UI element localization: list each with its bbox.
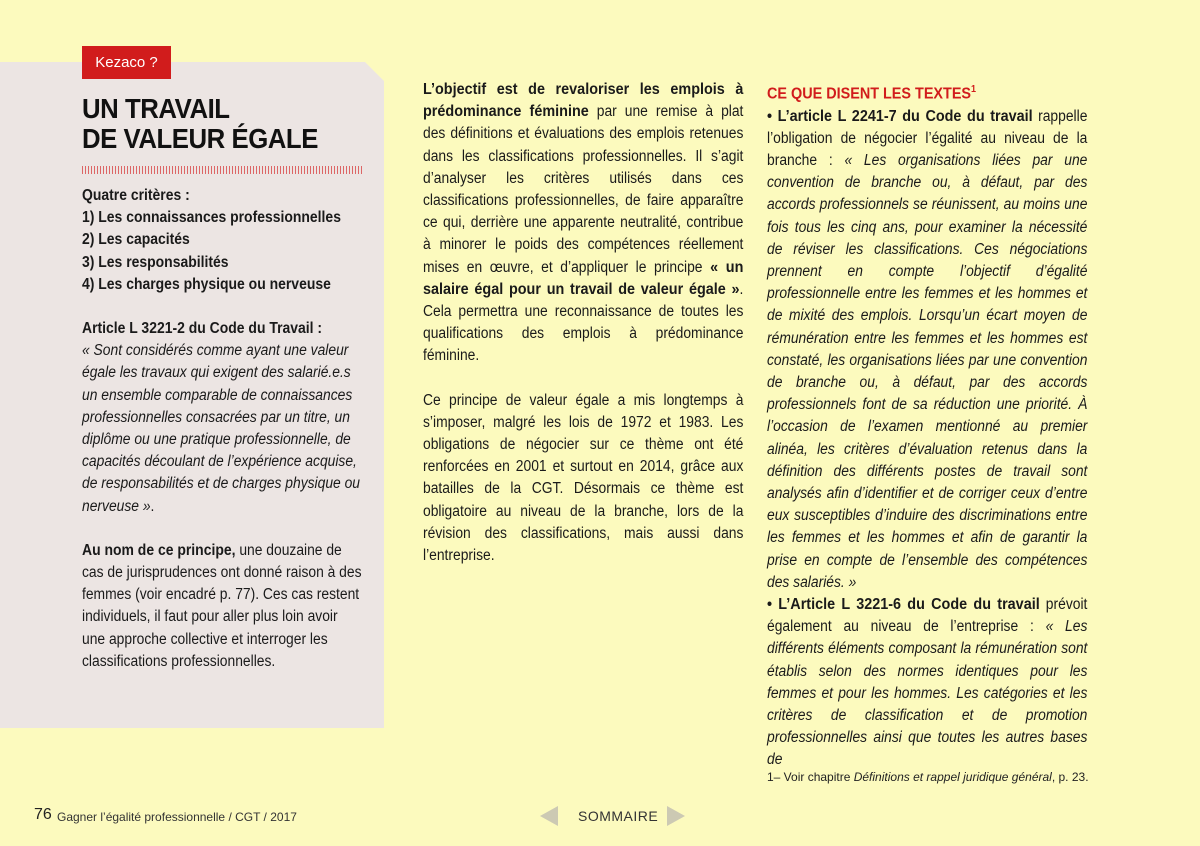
article-l2241-7: • L’article L 2241-7 du Code du travail rappelle l’obligation de négocier l’égalité au niveau de la branche : « Les organisations liées par une convention de branche ou, à défaut, par des accords professionnels se réunissent, au moins une fois tous les cinq ans, pour examiner la nécessité de réviser les classifications. Ces négociations prennent en compte l’objectif d’égalité professionnelle entre les femmes et les hommes et de mixité des emplois. Lorsqu’un écart moyen de rémunération entre les femmes et les hommes est constaté, les organisations liées par une convention de branche ou, à défaut, par des accords professionnels font de sa réduction une priorité. À l’occasion de l’examen mentionné au premier alinéa, les critères d’évaluation retenus dans la définition des différents postes de travail sont analysés afin d’identifier et de corriger ceux d’entre eux susceptibles d’induire des discriminations entre les femmes et les hommes et afin de garantir la prise en compte de l’ensemble des compétences des salariés. »: [767, 107, 1088, 591]
article-l3221-6: • L’Article L 3221-6 du Code du travail prévoit également au niveau de l’entreprise : « Les différents éléments composant la rémunération sont établis selon des normes identiques pour les femmes et pour les hommes. Les catégories et les critères de classification et de promotion professionnelles ainsi que toutes les autres bases de: [767, 596, 1088, 769]
publication-title: Gagner l’égalité professionnelle / CGT / 2017: [57, 810, 297, 824]
objective-paragraph: L’objectif est de revaloriser les emplois à prédominance féminine par une remise à plat des définitions et évaluations des emplois retenues dans les classifications professionnelles. Il s’agit d’analyser les critères utilisés dans ces classifications professionnelles, de faire apparaître ce qui, derrière une apparente neutralité, contribue à minorer le poids des compétences réellement mises en œuvre, et d’appliquer le principe « un salaire égal pour un travail de valeur égale ». Cela permettra une reconnaissance de toutes les qualifications des emplois à prédominance féminine.: [423, 81, 744, 365]
criteria-list: Quatre critères : 1) Les connaissances professionnelles 2) Les capacités 3) Les responsabilités 4) Les charges physique ou nerveuse: [82, 185, 363, 296]
criterion-item: 4) Les charges physique ou nerveuse: [82, 275, 331, 293]
dotted-divider: [82, 166, 364, 174]
principle-history-paragraph: Ce principe de valeur égale a mis longtemps à s’imposer, malgré les lois de 1972 et 1983. Les obligations de négocier sur ce thème ont été renforcées en 2001 et surtout en 2014, grâce aux batailles de la CGT. Désormais ce thème est obligatoire au niveau de la branche, lors de la révision des classifications, mais aussi dans l’entreprise.: [423, 391, 744, 565]
article-quote: « Sont considérés comme ayant une valeur égale les travaux qui exigent des salarié.e.s un ensemble comparable de connaissances professionnelles consacrées par un titre, un diplôme ou une pratique professionnelle, de capacités découlant de l’expérience acquise, de responsabilités et de charges physique ou nerveuse »: [82, 342, 360, 515]
right-column: [767, 79, 1087, 772]
criterion-item: 3) Les responsabilités: [82, 253, 229, 271]
middle-column: [423, 79, 743, 567]
criterion-item: 2) Les capacités: [82, 231, 190, 249]
page-number: 76: [34, 806, 52, 823]
table-of-contents-link[interactable]: SOMMAIRE: [578, 808, 659, 824]
texts-heading: CE QUE DISENT LES TEXTES$^1$: [767, 84, 977, 103]
criterion-item: 1) Les connaissances professionnelles: [82, 209, 341, 227]
kezaco-tag: Kezaco ?: [82, 46, 171, 79]
footnote: 1– Voir chapitre Définitions et rappel juridique général, p. 23.: [767, 770, 1089, 784]
previous-page-arrow-icon[interactable]: [540, 806, 558, 826]
sidebar-body: [82, 185, 363, 673]
next-page-arrow-icon[interactable]: [667, 806, 685, 826]
sidebar-title: UN TRAVAIL DE VALEUR ÉGALE: [82, 93, 318, 154]
principle-paragraph: Au nom de ce principe, une douzaine de cas de jurisprudences ont donné raison à des femmes (voir encadré p. 77). Ces cas restent individuels, il faut pour aller plus loin avoir une approche collective et interroger les classifications professionnelles.: [82, 541, 362, 670]
article-block: Article L 3221-2 du Code du Travail : « Sont considérés comme ayant une valeur égale les travaux qui exigent des salarié.e.s un ensemble comparable de connaissances professionnelles consacrées par un titre, un diplôme ou une pratique professionnelle, de capacités découlant de l’expérience acquise, de responsabilités et de charges physique ou nerveuse ».: [82, 318, 363, 518]
article-heading: Article L 3221-2 du Code du Travail :: [82, 320, 323, 338]
